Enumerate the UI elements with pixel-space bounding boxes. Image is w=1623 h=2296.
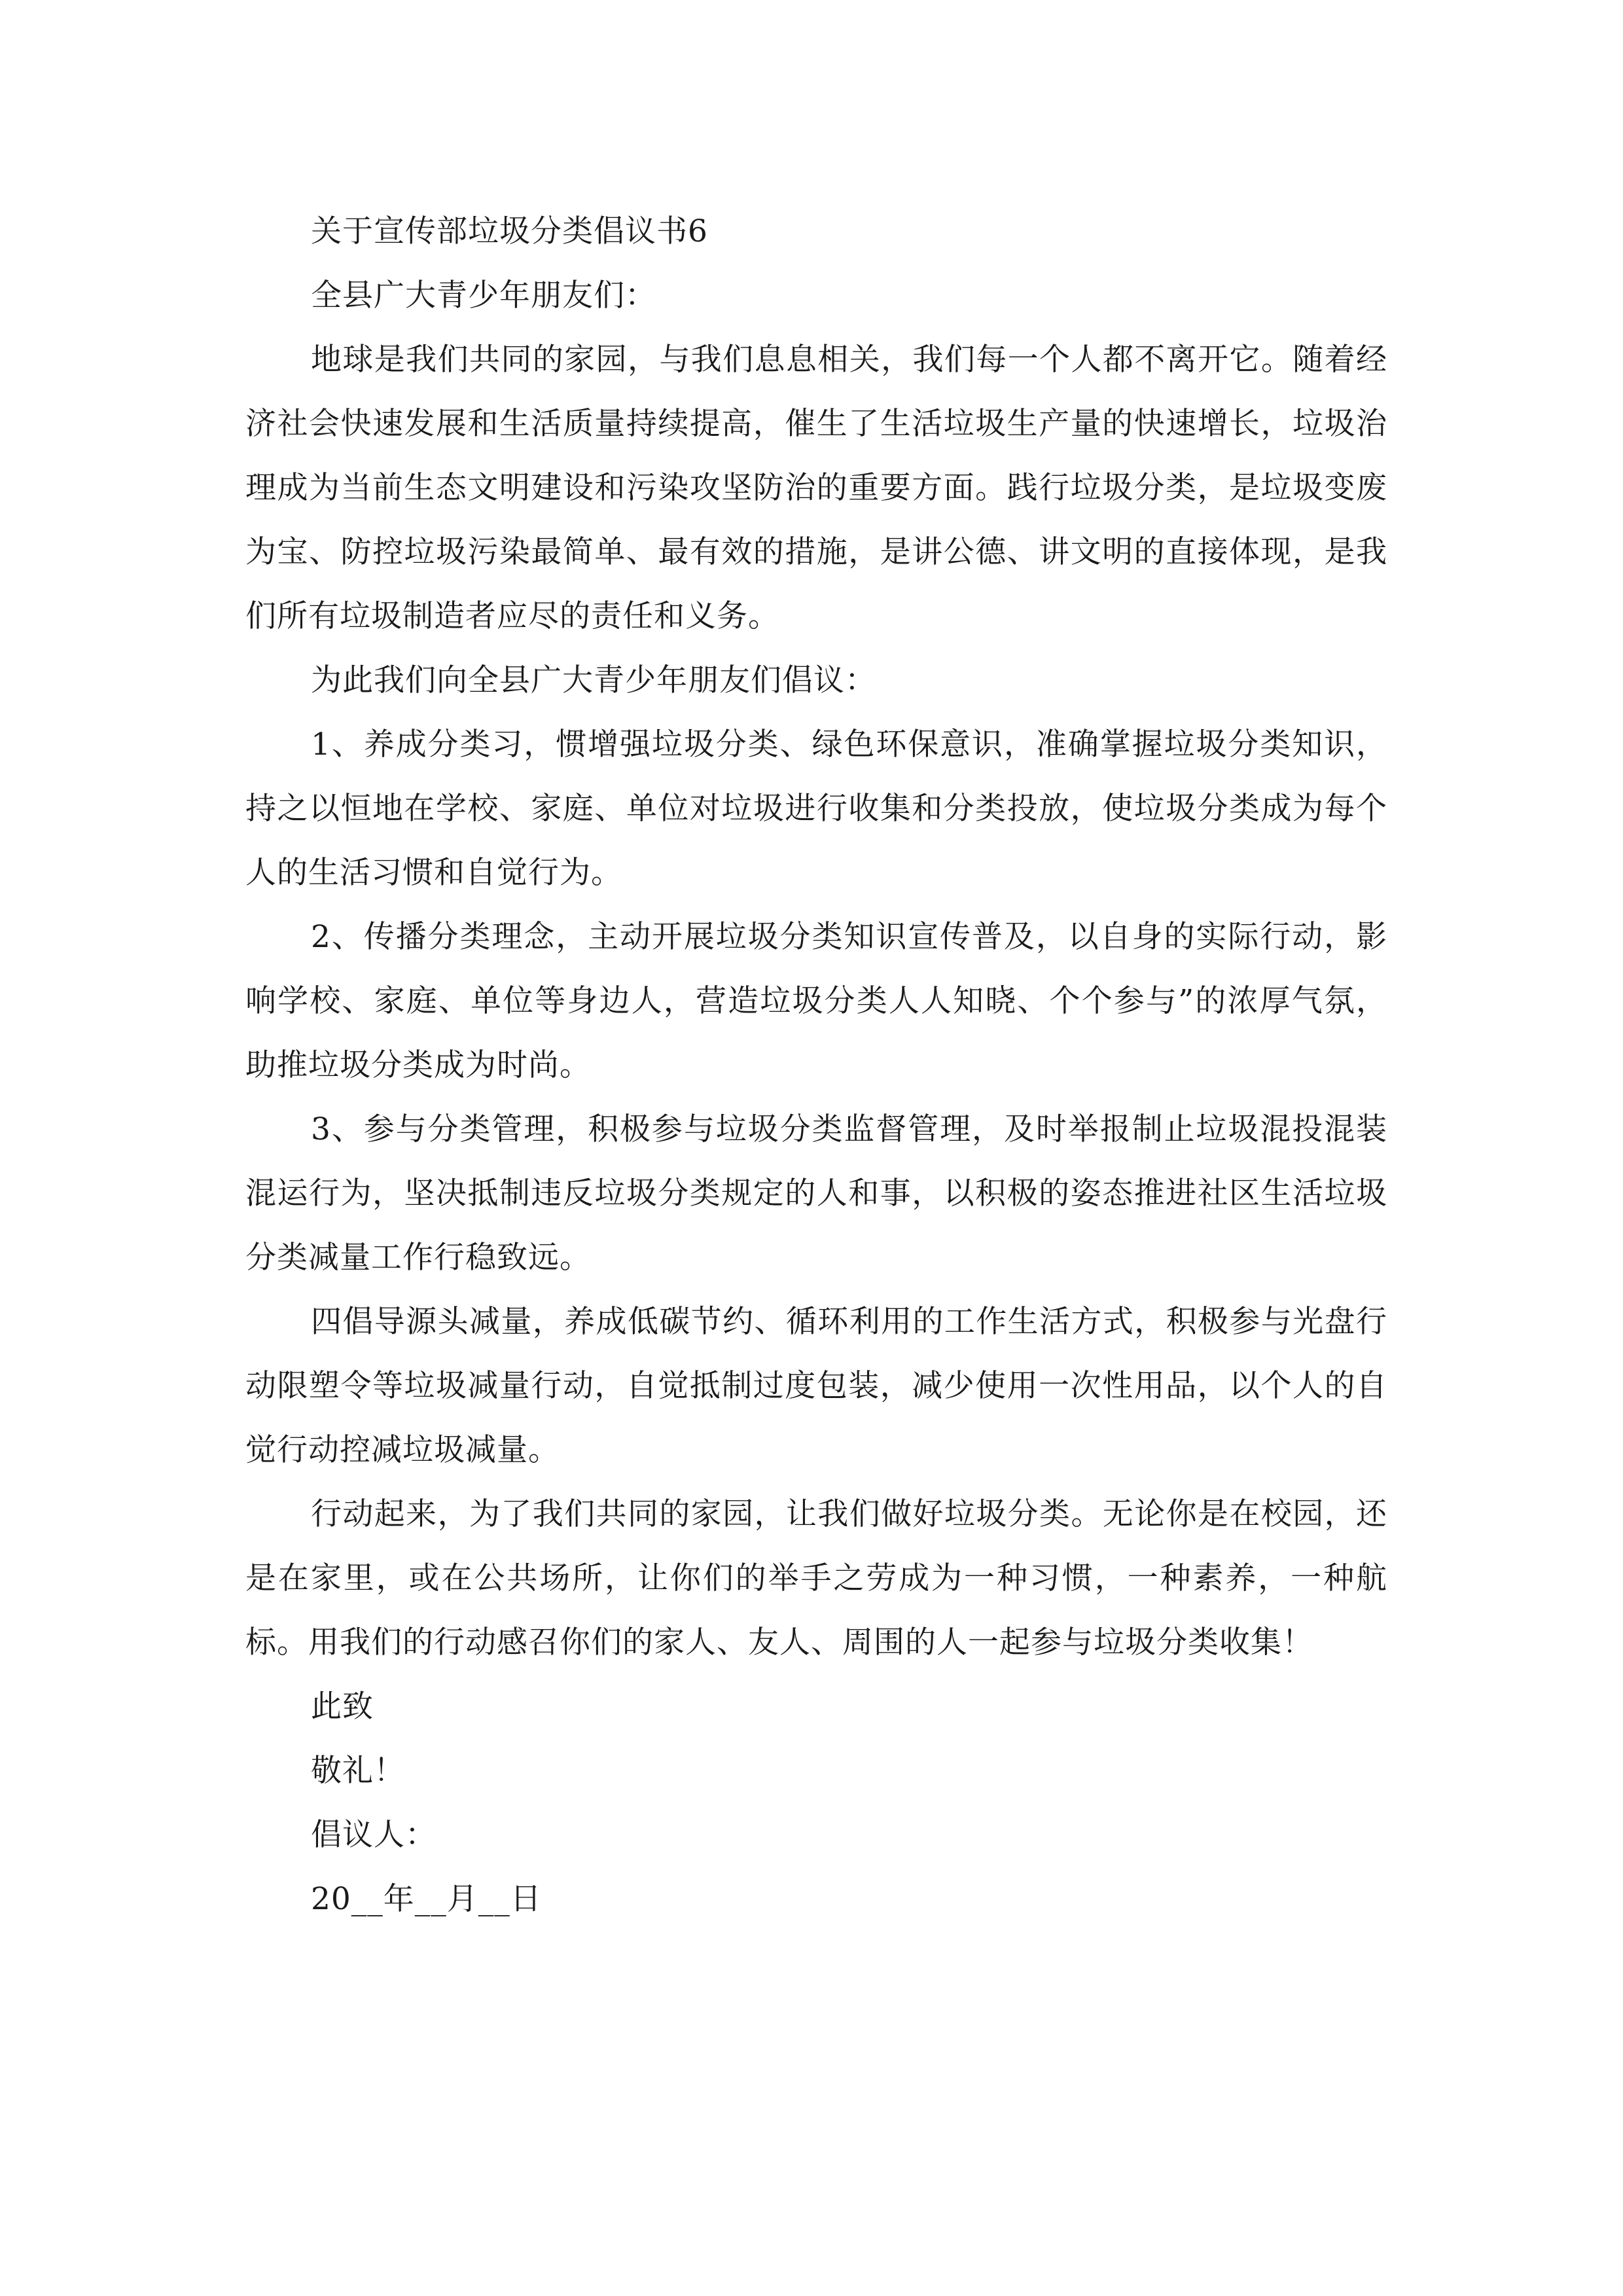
paragraph-item-4: 四倡导源头减量，养成低碳节约、循环利用的工作生活方式，积极参与光盘行动限塑令等垃圾减量行动，自觉抵制过度包装，减少使用一次性用品，以个人的自觉行动控减垃圾减量。 — [245, 1304, 1387, 1468]
paragraph-item-2: 2、传播分类理念，主动开展垃圾分类知识宣传普及，以自身的实际行动，影响学校、家庭、单位等身边人，营造垃圾分类人人知晓、个个参与”的浓厚气氛，助推垃圾分类成为时尚。 — [245, 919, 1387, 1083]
document-title: 关于宣传部垃圾分类倡议书6 — [311, 213, 708, 249]
signer-label: 倡议人： — [311, 1817, 437, 1853]
paragraph-item-3: 3、参与分类管理，积极参与垃圾分类监督管理，及时举报制止垃圾混投混装混运行为，坚决抵制违反垃圾分类规定的人和事，以积极的姿态推进社区生活垃圾分类减量工作行稳致远。 — [245, 1111, 1387, 1276]
paragraph-item-1: 1、养成分类习，惯增强垃圾分类、绿色环保意识，准确掌握垃圾分类知识，持之以恒地在学校、家庭、单位对垃圾进行收集和分类投放，使垃圾分类成为每个人的生活习惯和自觉行为。 — [245, 726, 1387, 891]
regards: 敬礼！ — [311, 1753, 405, 1789]
document-body — [245, 200, 1387, 1931]
paragraph-proposal-lead: 为此我们向全县广大青少年朋友们倡议： — [311, 662, 876, 698]
paragraph-call-to-action: 行动起来，为了我们共同的家园，让我们做好垃圾分类。无论你是在校园，还是在家里，或在公共场所，让你们的举手之劳成为一种习惯，一种素养，一种航标。用我们的行动感召你们的家人、友人、周围的人一起参与垃圾分类收集！ — [245, 1496, 1387, 1660]
paragraph-intro: 地球是我们共同的家园，与我们息息相关，我们每一个人都不离开它。随着经济社会快速发展和生活质量持续提高，催生了生活垃圾生产量的快速增长，垃圾治理成为当前生态文明建设和污染攻坚防治的重要方面。践行垃圾分类，是垃圾变废为宝、防控垃圾污染最简单、最有效的措施，是讲公德、讲文明的直接体现，是我们所有垃圾制造者应尽的责任和义务。 — [245, 342, 1387, 634]
closing: 此致 — [311, 1689, 374, 1725]
salutation: 全县广大青少年朋友们： — [311, 278, 656, 314]
date-line: 20__年__月__日 — [311, 1881, 542, 1917]
